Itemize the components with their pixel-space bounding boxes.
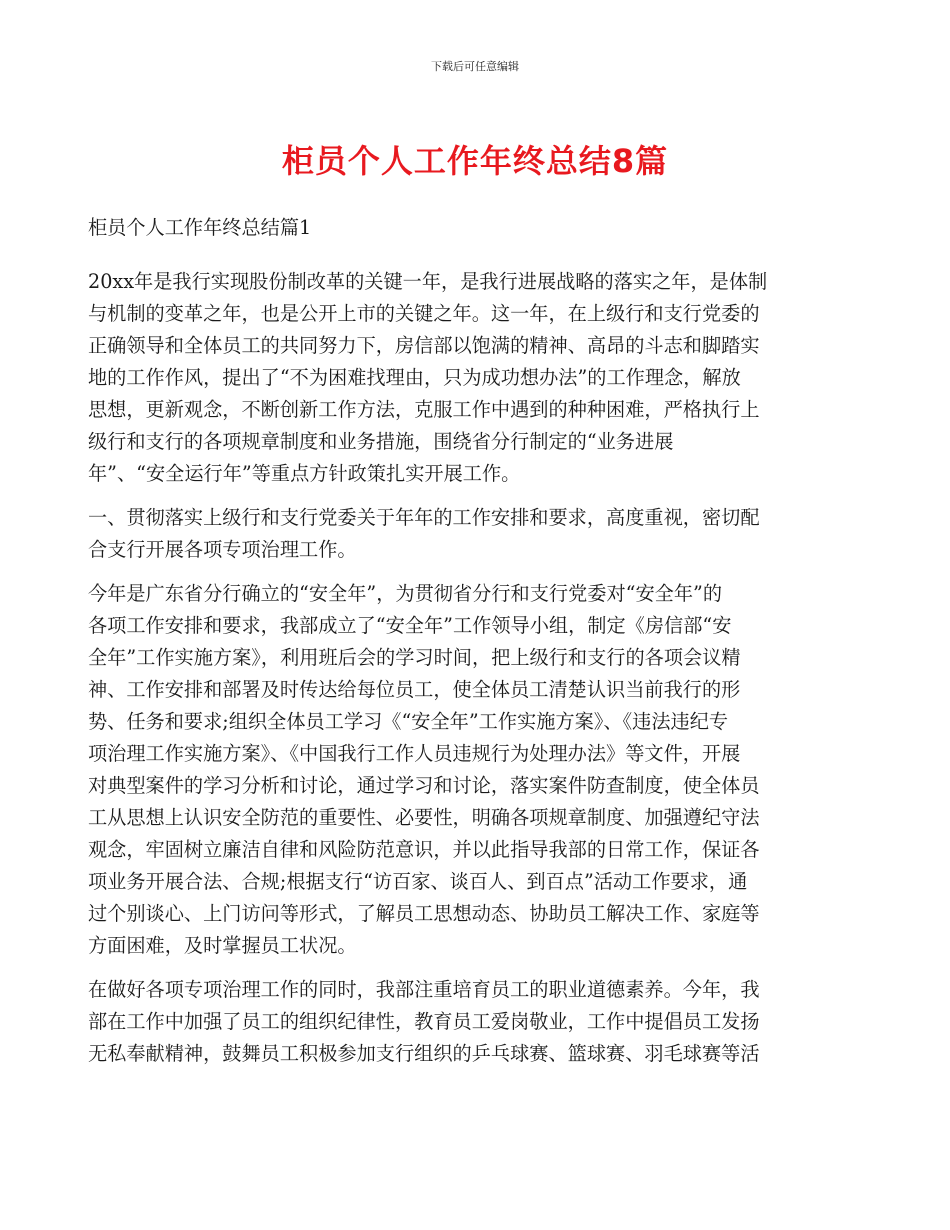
- text-line: 在做好各项专项治理工作的同时，我部注重培育员工的职业道德素养。今年，我: [88, 978, 760, 1001]
- document-body: [88, 212, 864, 1082]
- text-line: 观念，牢固树立廉洁自律和风险防范意识，并以此指导我部的日常工作，保证各: [88, 838, 760, 861]
- text-line: 今年是广东省分行确立的“安全年”，为贯彻省分行和支行党委对“安全年”的: [88, 582, 723, 605]
- text-line: 一、贯彻落实上级行和支行党委关于年年的工作安排和要求，高度重视，密切配: [88, 506, 760, 529]
- text-line: 级行和支行的各项规章制度和业务措施，围绕省分行制定的“业务进展: [88, 430, 674, 453]
- text-line: 对典型案件的学习分析和讨论，通过学习和讨论，落实案件防查制度，使全体员: [88, 774, 760, 797]
- text-line: 20xx年是我行实现股份制改革的关键一年，是我行进展战略的落实之年，是体制: [88, 270, 768, 293]
- section-heading: 柜员个人工作年终总结篇1: [88, 216, 312, 239]
- text-line: 项治理工作实施方案》、《中国我行工作人员违规行为处理办法》等文件，开展: [88, 742, 741, 765]
- text-line: 正确领导和全体员工的共同努力下，房信部以饱满的精神、高昂的斗志和脚踏实: [88, 334, 760, 357]
- text-line: 合支行开展各项专项治理工作。: [88, 538, 357, 561]
- text-line: 神、工作安排和部署及时传达给每位员工，使全体员工清楚认识当前我行的形: [88, 678, 741, 701]
- text-line: 工从思想上认识安全防范的重要性、必要性，明确各项规章制度、加强遵纪守法: [88, 806, 760, 829]
- paragraph-ethics: [88, 974, 864, 1070]
- text-line: 项业务开展合法、合规;根据支行“访百家、谈百人、到百点”活动工作要求，通: [88, 870, 748, 893]
- paragraph-safety-year: [88, 578, 864, 962]
- text-line: 与机制的变革之年，也是公开上市的关键之年。这一年，在上级行和支行党委的: [88, 302, 760, 325]
- text-line: 年”、“安全运行年”等重点方针政策扎实开展工作。: [88, 462, 521, 485]
- text-line: 部在工作中加强了员工的组织纪律性，教育员工爱岗敬业，工作中提倡员工发扬: [88, 1010, 760, 1033]
- document-title: 柜员个人工作年终总结8篇: [281, 142, 669, 180]
- text-line: 势、任务和要求;组织全体员工学习《“安全年”工作实施方案》、《违法违纪专: [88, 710, 729, 733]
- text-line: 无私奉献精神，鼓舞员工积极参加支行组织的乒乓球赛、篮球赛、羽毛球赛等活: [88, 1042, 760, 1065]
- header-note: 下载后可任意编辑: [431, 60, 519, 73]
- text-line: 全年”工作实施方案》，利用班后会的学习时间，把上级行和支行的各项会议精: [88, 646, 741, 669]
- text-line: 各项工作安排和要求，我部成立了“安全年”工作领导小组，制定《房信部“安: [88, 614, 732, 637]
- text-line: 思想，更新观念，不断创新工作方法，克服工作中遇到的种种困难，严格执行上: [88, 398, 760, 421]
- text-line: 方面困难，及时掌握员工状况。: [88, 934, 357, 957]
- paragraph-point-one: [88, 502, 864, 566]
- text-line: 地的工作作风，提出了“不为困难找理由，只为成功想办法”的工作理念，解放: [88, 366, 741, 389]
- text-line: 过个别谈心、上门访问等形式，了解员工思想动态、协助员工解决工作、家庭等: [88, 902, 760, 925]
- paragraph-intro: [88, 266, 864, 490]
